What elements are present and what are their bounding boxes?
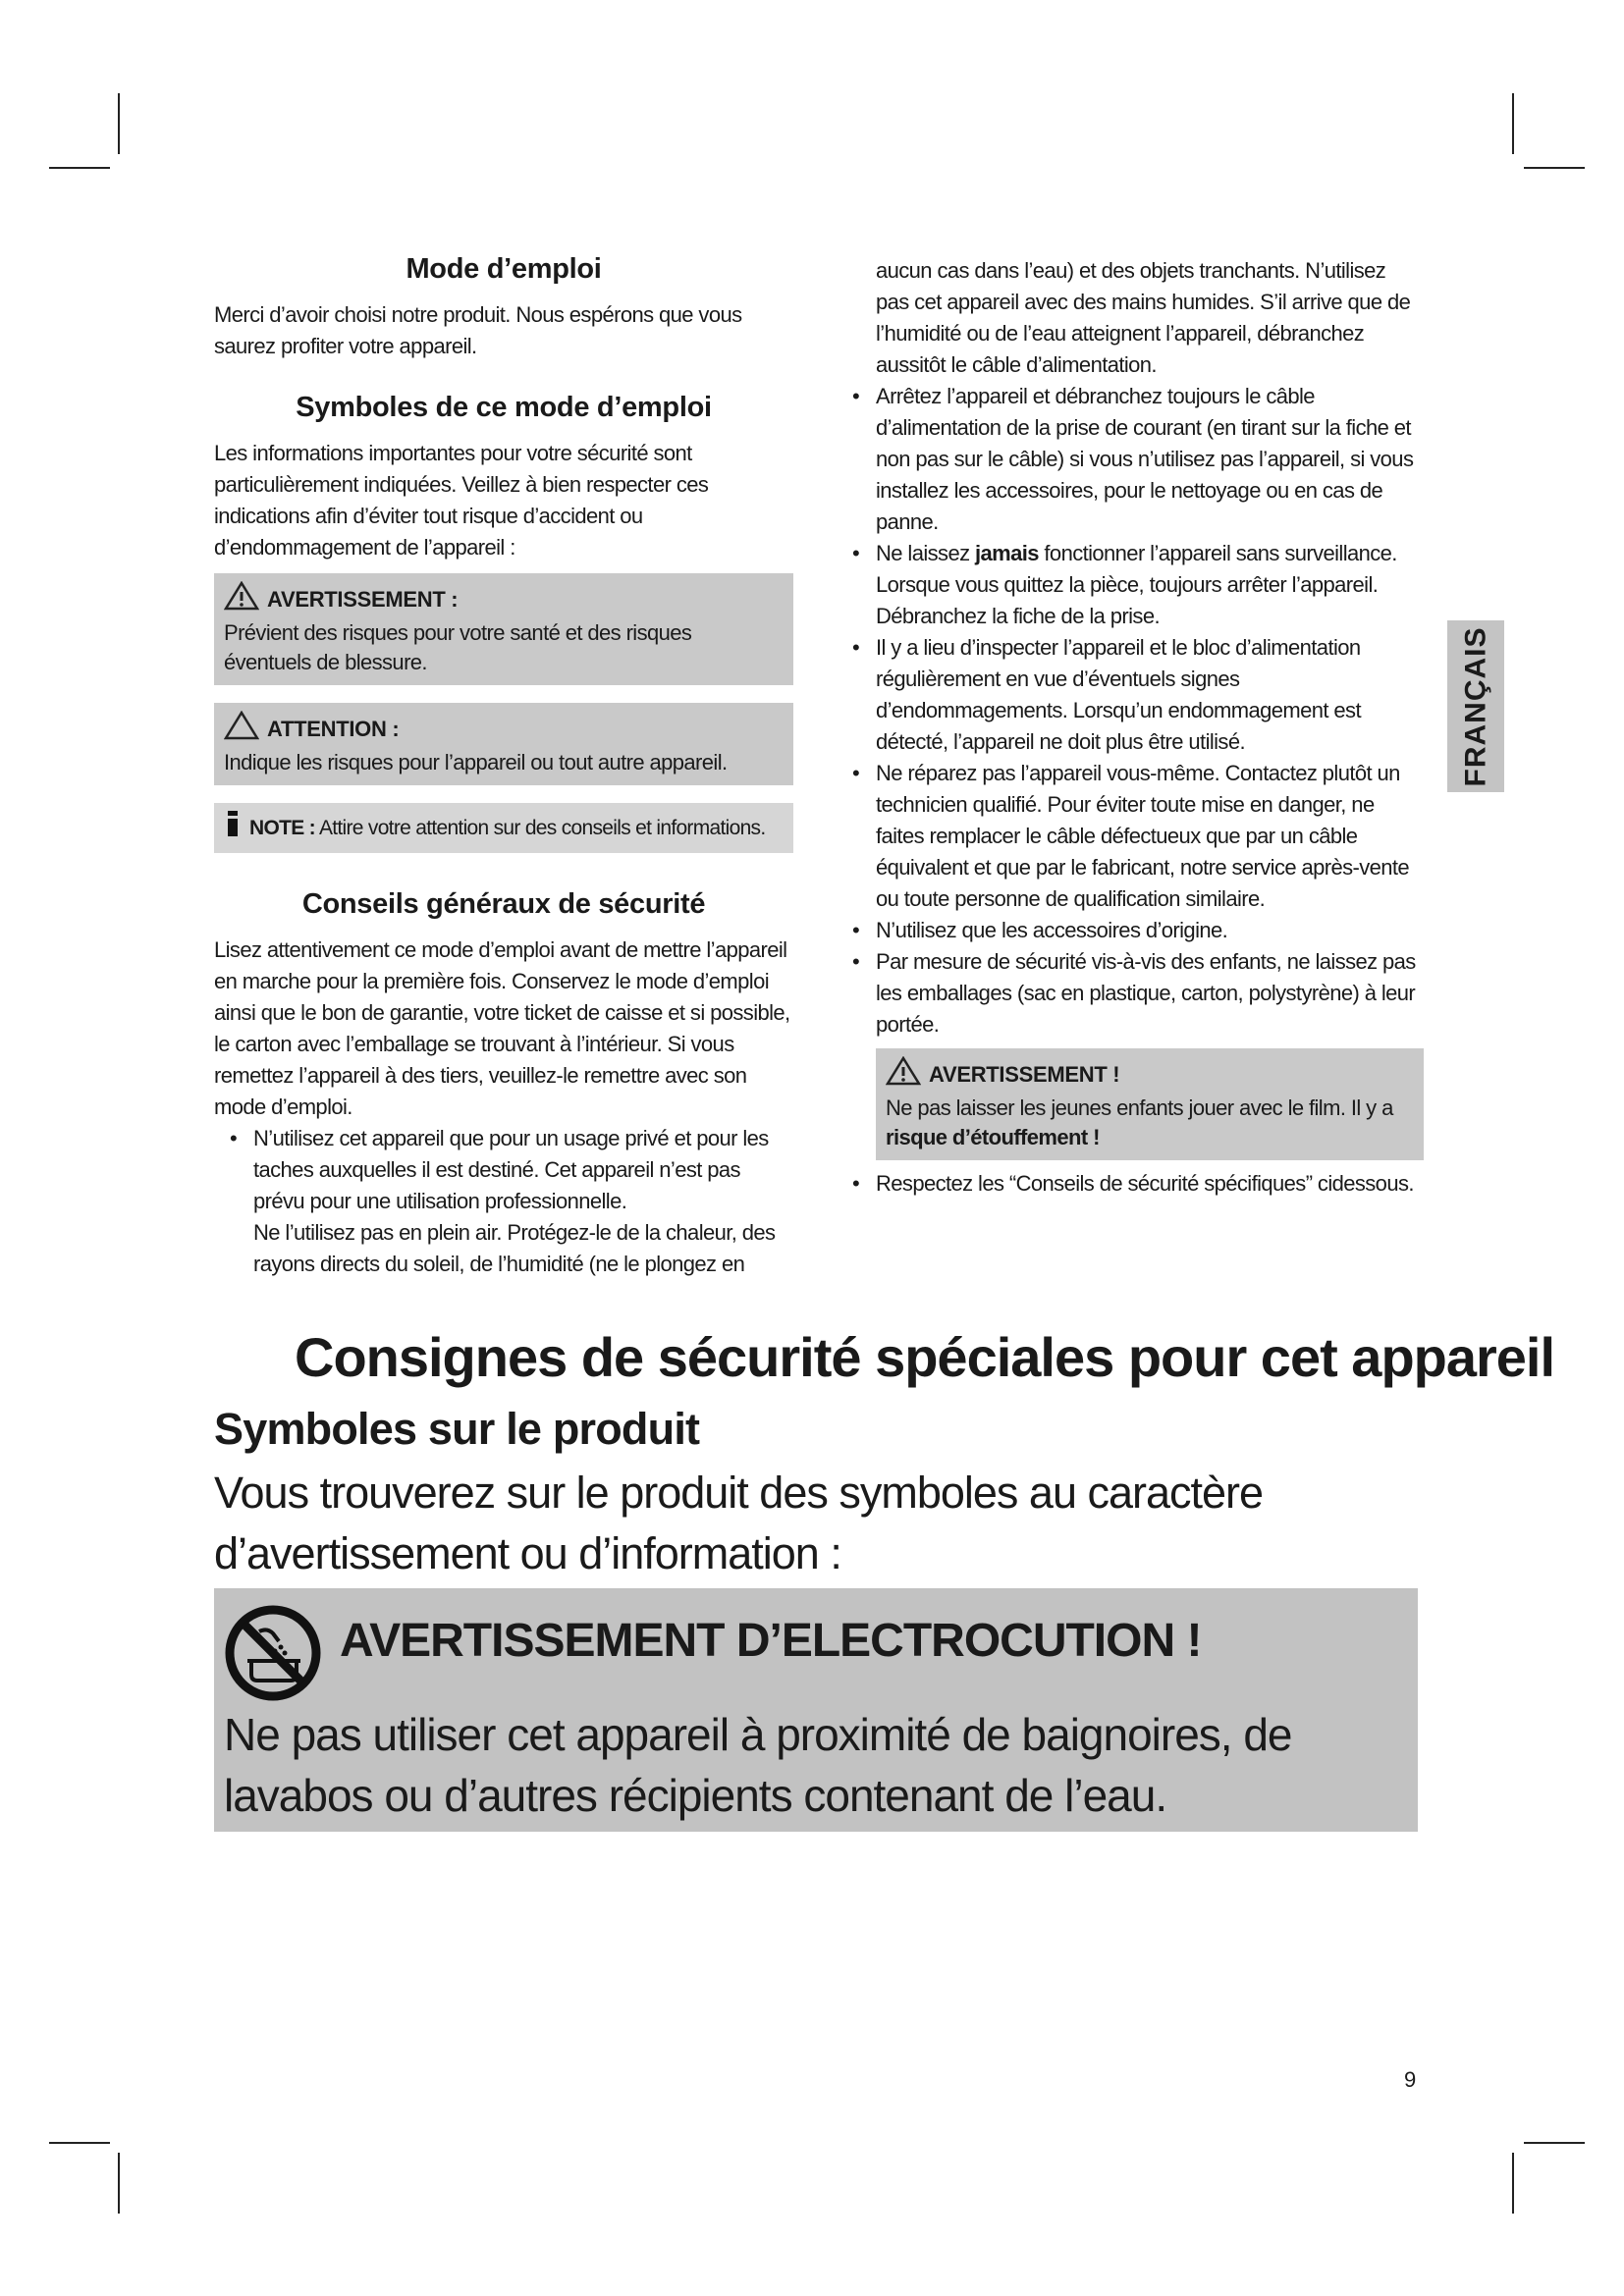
list-item: • N’utilisez que les accessoires d’origine. [852, 918, 1228, 942]
crop-mark [1524, 167, 1585, 169]
page-number: 9 [1404, 2067, 1417, 2092]
symbols-text: Les informations importantes pour votre sécurité sont particulièrement indiquées. Veillez à bien respecter ces indications afin d’éviter tout risque d’accident ou d’endommagement de l’appareil : [214, 441, 709, 560]
list-item: • Ne réparez pas l’appareil vous-même. Contactez plutôt un technicien qualifié. Pour éviter toute mise en danger, ne faites remplacer le câble défectueux que par un câble équivalent et que par le fabricant, notre service après-vente ou toute personne de qualification similaire. [852, 761, 1410, 911]
warning-text: Prévient des risques pour votre santé et des risques éventuels de blessure. [224, 620, 692, 674]
info-icon [224, 809, 242, 847]
note-label: NOTE : [249, 816, 315, 839]
language-label: FRANÇAIS [1459, 626, 1491, 786]
child-warning-label: AVERTISSEMENT ! [929, 1062, 1120, 1087]
general-text: Lisez attentivement ce mode d’emploi avant de mettre l’appareil en marche pour la première fois. Conservez le mode d’emploi ainsi que le bon de garantie, votre ticket de caisse et si possible, le carton avec l’emballage se trouvant à l’intérieur. Si vous remettez l’appareil à des tiers, veuillez-le remettre avec son mode d’emploi. [214, 937, 790, 1119]
general-bullets-right [837, 381, 1424, 1041]
list-item: • N’utilisez cet appareil que pour un usage privé et pour les taches auxquelles il est destiné. Cet appareil n’est pas prévu pour une utilisation professionnelle. [230, 1126, 769, 1213]
right-column [837, 255, 1424, 1200]
list-item: • Arrêtez l’appareil et débranchez toujours le câble d’alimentation de la prise de courant (en tirant sur la fiche et non pas sur le câble) si vous n’utilisez pas l’appareil, si vous installez les accessoires, pour le nettoyage ou en cas de panne. [852, 384, 1414, 534]
list-item: • Par mesure de sécurité vis-à-vis des enfants, ne laissez pas les emballages (sac en plastique, carton, polystyrène) à leur portée. [852, 949, 1416, 1037]
note-text: Attire votre attention sur des conseils et informations. [318, 816, 766, 839]
product-symbols-text: Vous trouverez sur le produit des symboles au caractère d’avertissement ou d’information : [214, 1468, 1264, 1578]
list-item: • Ne laissez jamais fonctionner l’appareil sans surveillance. Lorsque vous quittez la pièce, toujours arrêter l’appareil. Débranchez la fiche de la prise. [852, 541, 1397, 628]
intro-title: Mode d’emploi [406, 253, 602, 285]
warning-triangle-icon [224, 581, 259, 618]
list-item-continued: aucun cas dans l’eau) et des objets tranchants. N’utilisez pas cet appareil avec des mains humides. S’il arrive que de l’humidité ou de l’eau atteignent l’appareil, débranchez aussitôt le câble d’alimentation. [876, 258, 1411, 377]
attention-box [214, 703, 793, 785]
crop-mark [49, 167, 110, 169]
list-item: • Il y a lieu d’inspecter l’appareil et le bloc d’alimentation régulièrement en vue d’éventuels signes d’endommagements. Lorsqu’un endommagement est détecté, l’appareil ne doit plus être utilisé. [852, 635, 1361, 754]
crop-mark [118, 2153, 120, 2214]
warning-triangle-icon [886, 1056, 921, 1094]
note-box [214, 803, 793, 853]
general-bullets-final [837, 1168, 1424, 1200]
crop-mark [49, 2142, 110, 2144]
general-title: Conseils généraux de sécurité [301, 888, 706, 920]
crop-mark [1512, 93, 1514, 154]
crop-mark [1512, 2153, 1514, 2214]
electrocution-warning-box [214, 1588, 1418, 1832]
language-tab [1447, 620, 1504, 792]
electrocution-text: Ne pas utiliser cet appareil à proximité de baignoires, de lavabos ou d’autres récipients contenant de l’eau. [224, 1709, 1292, 1821]
attention-triangle-icon [224, 711, 259, 748]
crop-mark [1524, 2142, 1585, 2144]
left-column [214, 253, 793, 1280]
special-title: Consignes de sécurité spéciales pour cet appareil [295, 1326, 1555, 1388]
warning-label: AVERTISSEMENT : [267, 587, 459, 612]
crop-mark [118, 93, 120, 154]
product-symbols-title: Symboles sur le produit [214, 1404, 700, 1454]
no-water-bath-icon [224, 1604, 322, 1707]
intro-text: Merci d’avoir choisi notre produit. Nous espérons que vous saurez profiter votre appareil. [214, 302, 742, 358]
attention-text: Indique les risques pour l’appareil ou tout autre appareil. [224, 750, 728, 774]
list-item-continued: Ne l’utilisez pas en plein air. Protégez-le de la chaleur, des rayons directs du soleil, de l’humidité (ne le plongez en [253, 1220, 776, 1276]
warning-box [214, 573, 793, 685]
symbols-title: Symboles de ce mode d’emploi [296, 392, 712, 423]
child-warning-text: Ne pas laisser les jeunes enfants jouer avec le film. Il y a risque d’étouffement ! [886, 1095, 1393, 1149]
list-item: • Respectez les “Conseils de sécurité spécifiques” cidessous. [852, 1171, 1414, 1196]
electrocution-label: AVERTISSEMENT D’ELECTROCUTION ! [340, 1615, 1202, 1667]
attention-label: ATTENTION : [267, 717, 400, 741]
general-bullets [214, 1123, 793, 1217]
child-warning-box [876, 1048, 1424, 1160]
